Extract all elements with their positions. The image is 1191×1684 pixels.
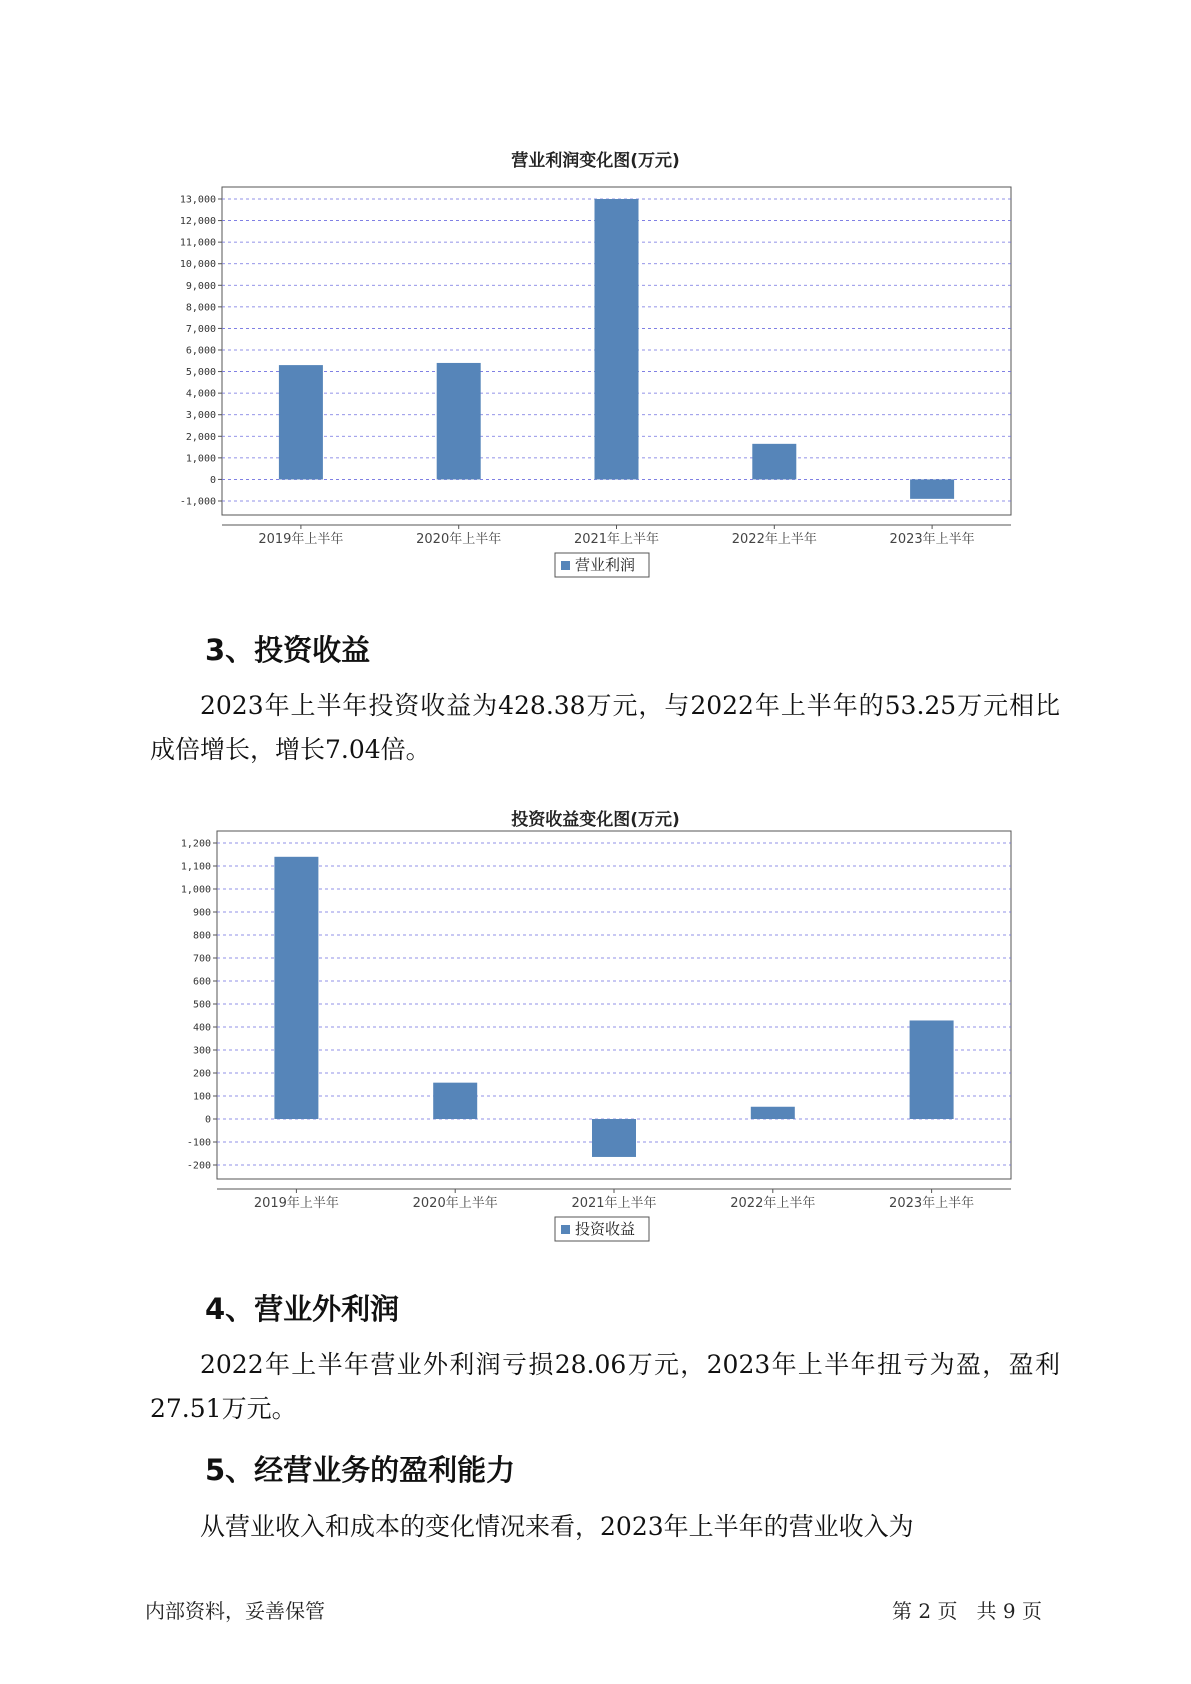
y-tick-label: -200 [186, 1160, 211, 1172]
x-tick-label: 2022年上半年 [731, 532, 817, 547]
bar [752, 444, 796, 480]
bar [274, 857, 318, 1119]
x-tick-label: 2020年上半年 [416, 532, 502, 547]
x-tick-label: 2019年上半年 [253, 1196, 339, 1211]
y-tick-label: 800 [192, 930, 211, 942]
bar [910, 1020, 954, 1119]
x-tick-label: 2021年上半年 [571, 1196, 657, 1211]
chart1-operating-profit [0, 160, 1191, 600]
y-tick-label: 9,000 [185, 280, 216, 292]
y-tick-label: 600 [192, 976, 211, 988]
y-tick-label: 100 [192, 1091, 211, 1103]
y-tick-label: 3,000 [185, 410, 216, 422]
y-tick-label: 11,000 [179, 237, 216, 249]
y-tick-label: 1,100 [180, 861, 211, 873]
y-tick-label: 6,000 [185, 345, 216, 357]
legend-label: 营业利润 [575, 556, 636, 574]
y-tick-label: 12,000 [179, 216, 216, 228]
y-tick-label: 4,000 [185, 388, 216, 400]
section-3-paragraph: 2023年上半年投资收益为428.38万元，与2022年上半年的53.25万元相比成倍增长，增长7.04倍。 [150, 691, 1060, 764]
y-tick-label: 500 [192, 999, 211, 1011]
y-tick-label: 700 [192, 953, 211, 965]
y-tick-label: 7,000 [185, 323, 216, 335]
y-tick-label: 200 [192, 1068, 211, 1080]
y-tick-label: 2,000 [185, 431, 216, 443]
y-tick-label: 8,000 [185, 302, 216, 314]
x-tick-label: 2023年上半年 [889, 532, 975, 547]
y-tick-label: -100 [186, 1137, 211, 1149]
x-tick-label: 2023年上半年 [889, 1196, 975, 1211]
y-tick-label: 1,200 [180, 838, 211, 850]
chart2-title: 投资收益变化图(万元) [511, 810, 680, 830]
y-tick-label: 5,000 [185, 367, 216, 379]
y-tick-label: 400 [192, 1022, 211, 1034]
legend-swatch [561, 1225, 570, 1234]
footer-page-number: 第 2 页 共 9 页 [892, 1599, 1042, 1623]
section-heading-4: 4、营业外利润 [205, 1292, 400, 1326]
x-tick-label: 2020年上半年 [412, 1196, 498, 1211]
legend-swatch [561, 561, 570, 570]
bar [592, 1119, 636, 1157]
bar [437, 363, 481, 479]
bar [751, 1107, 795, 1119]
y-tick-label: 1,000 [180, 884, 211, 896]
chart2-investment-income [0, 820, 1191, 1260]
y-tick-label: 300 [192, 1045, 211, 1057]
y-tick-label: 0 [209, 474, 216, 486]
bar [279, 365, 323, 479]
section-5-paragraph: 从营业收入和成本的变化情况来看，2023年上半年的营业收入为 [200, 1512, 914, 1541]
x-tick-label: 2019年上半年 [258, 532, 344, 547]
x-tick-label: 2021年上半年 [573, 532, 660, 547]
section-4-paragraph: 2022年上半年营业外利润亏损28.06万元，2023年上半年扭亏为盈，盈利27.51万元。 [150, 1350, 1060, 1423]
bar [433, 1083, 477, 1119]
y-tick-label: 10,000 [179, 259, 216, 271]
chart1-title: 营业利润变化图(万元) [511, 151, 680, 171]
section-heading-3: 3、投资收益 [205, 633, 371, 667]
section-heading-5: 5、经营业务的盈利能力 [205, 1453, 516, 1487]
legend-label: 投资收益 [575, 1220, 636, 1238]
y-tick-label: 900 [192, 907, 211, 919]
y-tick-label: 1,000 [185, 453, 216, 465]
footer-confidential: 内部资料，妥善保管 [145, 1599, 325, 1623]
y-tick-label: 0 [204, 1114, 211, 1126]
y-tick-label: 13,000 [179, 194, 216, 206]
x-tick-label: 2022年上半年 [730, 1196, 816, 1211]
bar [595, 199, 639, 479]
y-tick-label: -1,000 [179, 496, 216, 508]
bar [910, 479, 954, 498]
